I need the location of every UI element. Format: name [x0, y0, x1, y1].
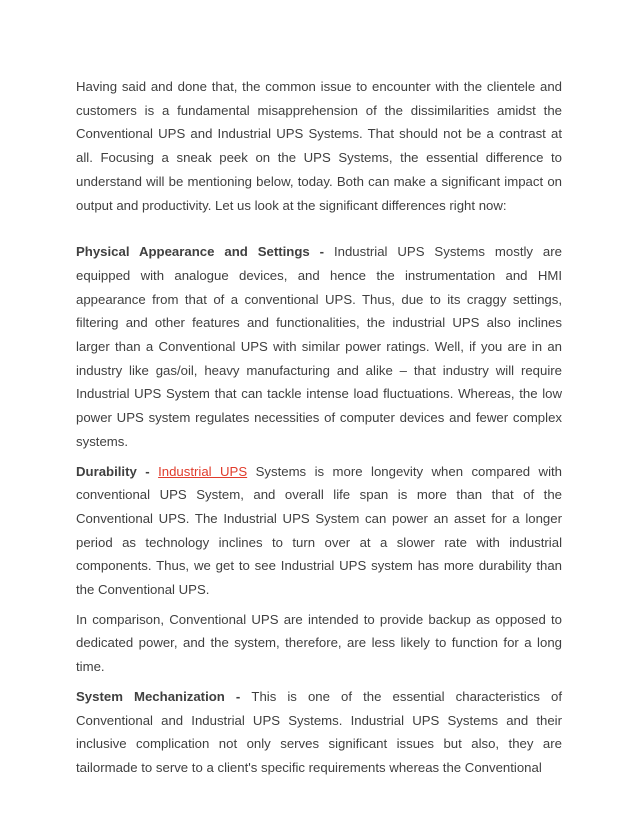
physical-appearance-body: Industrial UPS Systems mostly are equipped with analogue devices, and hence the instrumentation and HMI appearance from that of a conventional UPS. Thus, due to its craggy settings, filtering and other features and functionalities, the industrial UPS also inclines larger than a Conventional UPS with similar power ratings. Well, if you are in an industry like gas/oil, heavy manufacturing and alike – that industry will require Industrial UPS System that can tackle intense load fluctuations. Whereas, the low power UPS system regulates necessities of computer devices and fewer complex systems.: [76, 244, 562, 449]
physical-appearance-heading: Physical Appearance and Settings -: [76, 244, 334, 260]
industrial-ups-link[interactable]: Industrial UPS: [158, 463, 248, 479]
system-mechanization-body: This is one of the essential characteristics of Conventional and Industrial UPS Systems. Industrial UPS Systems and their inclusive complication not only serves significant issues but also, they are tailormade to serve to a client's specific requirements whereas the Conventional: [76, 688, 562, 775]
physical-appearance-paragraph: [76, 240, 562, 453]
durability-body: Systems is more longevity when compared with conventional UPS System, and overall life span is more than that of the Conventional UPS. The Industrial UPS System can power an asset for a longer period as technology inclines to turn over at a slower rate with industrial components. Thus, we get to see Industrial UPS system has more durability than the Conventional UPS.: [76, 463, 562, 598]
document-page: [76, 75, 562, 780]
durability-paragraph: [76, 460, 562, 602]
durability-heading: Durability -: [76, 463, 159, 479]
comparison-paragraph: In comparison, Conventional UPS are intended to provide backup as opposed to dedicated power, and the system, therefore, are less likely to function for a long time.: [76, 611, 562, 675]
system-mechanization-heading: System Mechanization -: [76, 688, 252, 704]
system-mechanization-paragraph: [76, 685, 562, 780]
intro-paragraph: Having said and done that, the common issue to encounter with the clientele and customers is a fundamental misapprehension of the dissimilarities amidst the Conventional UPS and Industrial UPS Systems. That should not be a contrast at all. Focusing a sneak peek on the UPS Systems, the essential difference to understand will be mentioning below, today. Both can make a significant impact on output and productivity. Let us look at the significant differences right now:: [76, 79, 562, 213]
